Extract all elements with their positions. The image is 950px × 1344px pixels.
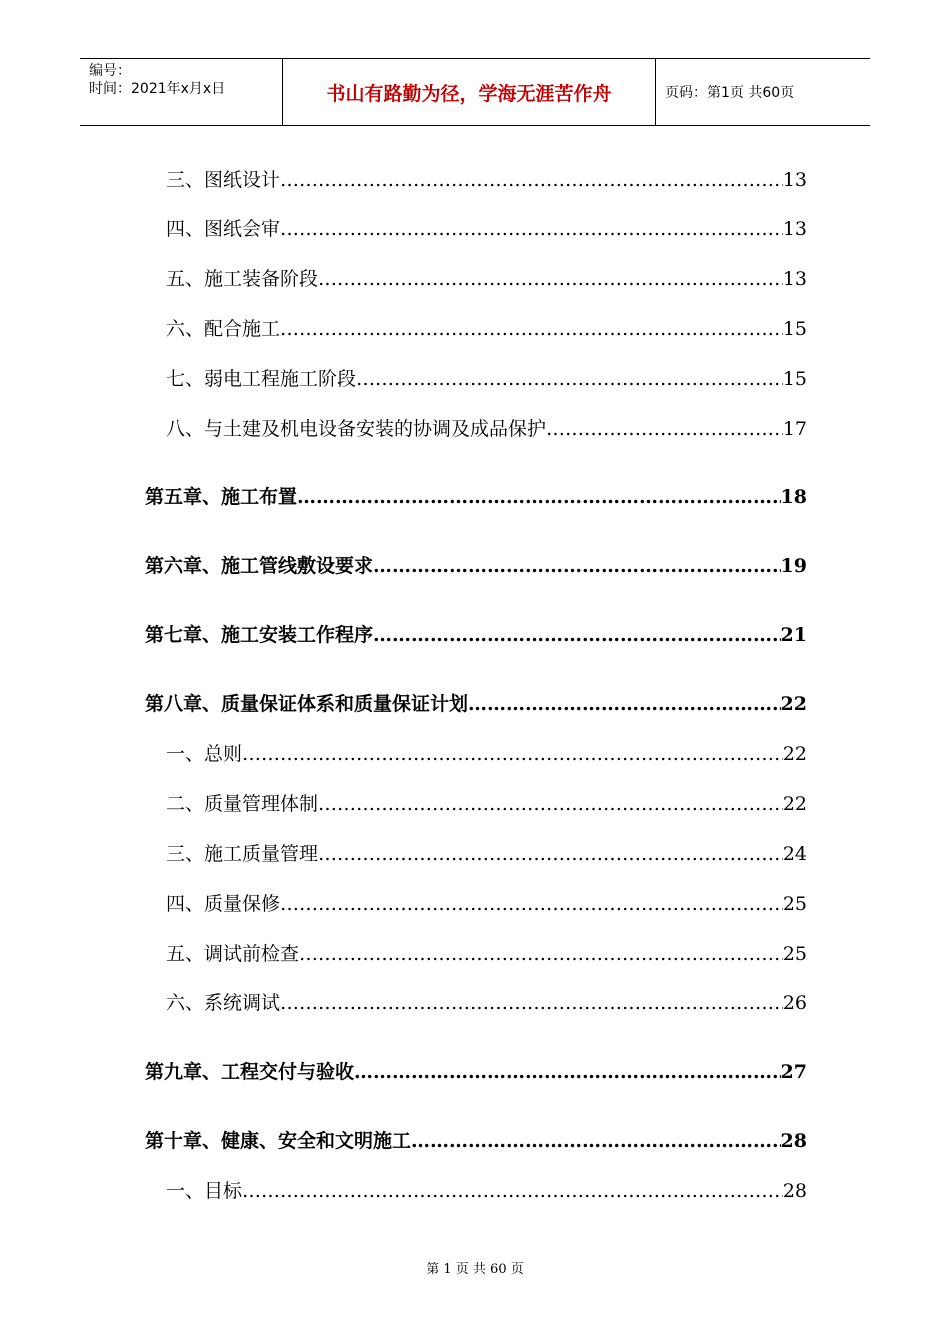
toc-entry-page: 24 — [782, 843, 807, 865]
toc-entry-title: 五、调试前检查 — [166, 943, 300, 965]
toc-dot-leader — [411, 1128, 781, 1154]
toc-entry-title: 七、弱电工程施工阶段 — [166, 368, 357, 390]
toc-entry-page: 19 — [780, 555, 807, 577]
document-number-label: 编号： — [89, 63, 131, 79]
toc-entry-title: 六、配合施工 — [166, 318, 281, 340]
document-time-label: 时间：2021年x月x日 — [89, 81, 226, 97]
toc-entry-page: 17 — [782, 418, 807, 440]
toc-entry-page: 18 — [780, 486, 807, 508]
toc-entry-page: 25 — [782, 893, 807, 915]
toc-section-entry — [166, 266, 807, 292]
toc-entry-title: 第六章、施工管线敷设要求 — [145, 555, 374, 577]
page-footer: 第 1 页 共 60 页 — [426, 1262, 524, 1277]
toc-entry-title: 三、图纸设计 — [166, 169, 281, 191]
toc-entry-title: 二、质量管理体制 — [166, 793, 319, 815]
toc-entry-title: 第八章、质量保证体系和质量保证计划 — [145, 693, 469, 715]
toc-chapter-entry — [145, 622, 807, 648]
toc-section-entry — [166, 316, 807, 342]
toc-entry-title: 三、施工质量管理 — [166, 843, 319, 865]
toc-dot-leader — [318, 841, 783, 867]
toc-dot-leader — [318, 791, 783, 817]
toc-dot-leader — [546, 416, 783, 442]
toc-entry-title: 第五章、施工布置 — [145, 486, 298, 508]
toc-section-entry — [166, 791, 807, 817]
toc-entry-title: 五、施工装备阶段 — [166, 268, 319, 290]
toc-entry-page: 28 — [782, 1180, 807, 1202]
toc-section-entry — [166, 416, 807, 442]
toc-chapter-entry — [145, 484, 807, 510]
toc-dot-leader — [242, 741, 783, 767]
toc-entry-page: 21 — [780, 624, 807, 646]
toc-entry-page: 22 — [782, 743, 807, 765]
toc-entry-title: 第七章、施工安装工作程序 — [145, 624, 374, 646]
header-meta — [80, 59, 282, 125]
toc-entry-title: 一、目标 — [166, 1180, 243, 1202]
toc-entry-page: 28 — [780, 1130, 807, 1152]
toc-entry-title: 四、图纸会审 — [166, 218, 281, 240]
toc-section-entry — [166, 741, 807, 767]
toc-entry-page: 13 — [782, 218, 807, 240]
toc-entry-page: 25 — [782, 943, 807, 965]
toc-entry-title: 第十章、健康、安全和文明施工 — [145, 1130, 412, 1152]
toc-entry-page: 22 — [780, 693, 807, 715]
toc-dot-leader — [299, 941, 783, 967]
toc-dot-leader — [356, 366, 783, 392]
toc-entry-title: 八、与土建及机电设备安装的协调及成品保护 — [166, 418, 547, 440]
toc-entry-page: 13 — [782, 268, 807, 290]
toc-section-entry — [166, 941, 807, 967]
toc-entry-title: 四、质量保修 — [166, 893, 281, 915]
toc-entry-title: 六、系统调试 — [166, 992, 281, 1014]
header-motto: 书山有路勤为径，学海无涯苦作舟 — [282, 59, 656, 125]
toc-chapter-entry — [145, 1059, 807, 1085]
toc-entry-page: 15 — [782, 318, 807, 340]
toc-section-entry — [166, 366, 807, 392]
toc-dot-leader — [280, 216, 783, 242]
toc-chapter-entry — [145, 1128, 807, 1154]
toc-entry-page: 15 — [782, 368, 807, 390]
toc-dot-leader — [280, 167, 783, 193]
toc-chapter-entry — [145, 691, 807, 717]
toc-dot-leader — [318, 266, 783, 292]
toc-dot-leader — [242, 1178, 783, 1204]
toc-dot-leader — [468, 691, 781, 717]
toc-dot-leader — [280, 316, 783, 342]
toc-section-entry — [166, 216, 807, 242]
toc-entry-title: 第九章、工程交付与验收 — [145, 1061, 355, 1083]
toc-entry-page: 13 — [782, 169, 807, 191]
toc-section-entry — [166, 167, 807, 193]
toc-entry-page: 27 — [780, 1061, 807, 1083]
toc-dot-leader — [354, 1059, 781, 1085]
toc-dot-leader — [280, 891, 783, 917]
toc-dot-leader — [373, 622, 781, 648]
toc-entry-page: 26 — [782, 992, 807, 1014]
toc-section-entry — [166, 1178, 807, 1204]
page-header — [80, 58, 870, 126]
toc-section-entry — [166, 841, 807, 867]
header-page-number: 页码：第1页 共60页 — [665, 85, 795, 101]
toc-dot-leader — [280, 990, 783, 1016]
toc-entry-title: 一、总则 — [166, 743, 243, 765]
toc-section-entry — [166, 990, 807, 1016]
toc-section-entry — [166, 891, 807, 917]
toc-entry-page: 22 — [782, 793, 807, 815]
toc-chapter-entry — [145, 553, 807, 579]
toc-dot-leader — [373, 553, 781, 579]
toc-dot-leader — [297, 484, 781, 510]
